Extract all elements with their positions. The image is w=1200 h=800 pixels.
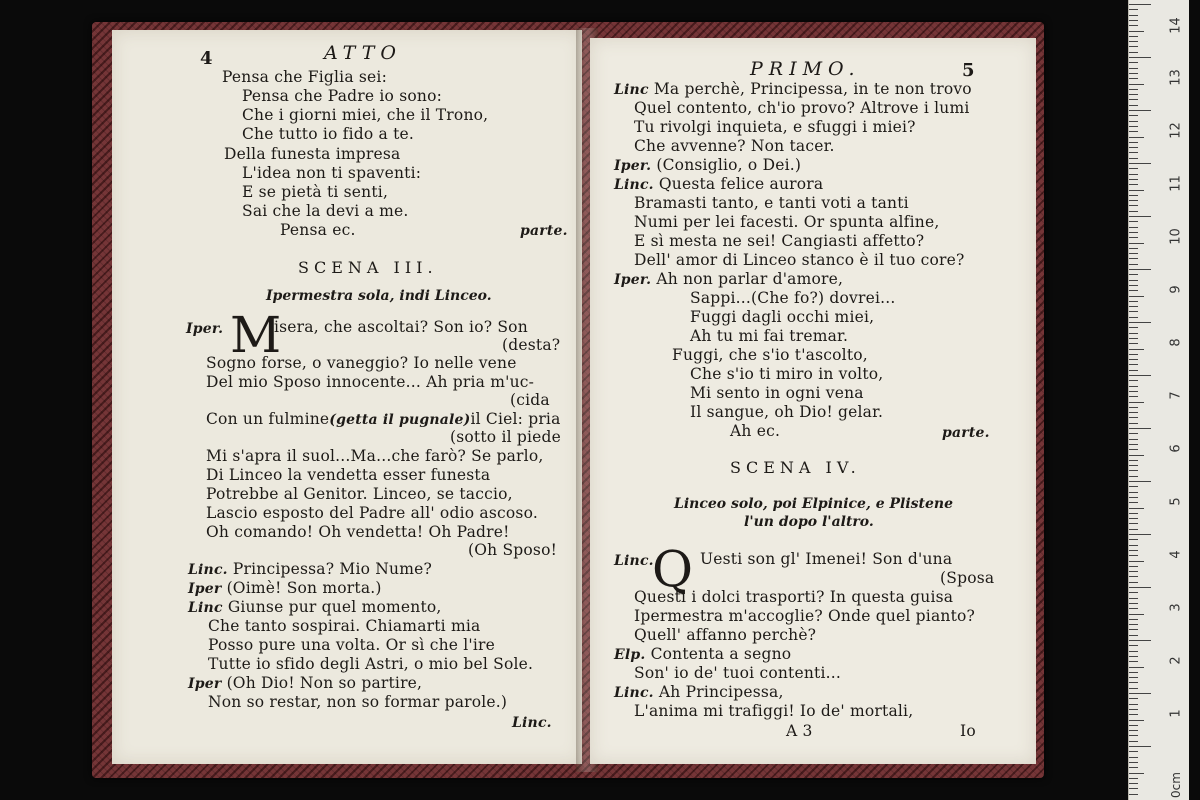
dialog-line: Tutte io sfido degli Astri, o mio bel Sole. (208, 655, 534, 673)
ruler-number: 12 (1168, 122, 1184, 139)
verse-line (206, 410, 561, 430)
ruler-tick (1129, 68, 1138, 69)
ruler-tick (1129, 656, 1138, 657)
dialog-line (614, 175, 823, 195)
ruler-tick (1129, 423, 1138, 424)
ruler-tick (1129, 539, 1138, 540)
ruler-tick (1129, 667, 1144, 668)
ruler-tick (1129, 508, 1144, 509)
ruler-tick (1129, 274, 1138, 275)
ruler-tick (1129, 174, 1138, 175)
ruler-number: 4 (1168, 550, 1184, 559)
ruler-tick (1129, 110, 1151, 111)
ruler-tick (1129, 460, 1138, 461)
dialog-line: Quel contento, ch'io provo? Altrove i lumi (634, 99, 970, 117)
speaker-label: Iper. (186, 321, 224, 337)
ruler-tick (1129, 571, 1138, 572)
ruler-tick (1129, 9, 1138, 10)
ruler-tick (1129, 619, 1138, 620)
ruler-tick (1129, 105, 1138, 106)
ruler-tick (1129, 205, 1138, 206)
speaker-label: Linc (614, 82, 649, 98)
ruler-tick (1129, 788, 1138, 789)
verse-line: E se pietà ti senti, (242, 183, 389, 201)
ruler-tick (1129, 651, 1138, 652)
verse-line: (cida (510, 391, 550, 409)
verse-fragment: Con un fulmine (206, 410, 330, 428)
ruler-tick (1129, 735, 1138, 736)
speaker-label: Iper (188, 676, 222, 692)
stage-direction-inline: (getta il pugnale) (329, 412, 471, 428)
ruler-tick (1129, 163, 1151, 164)
verse-line: Della funesta impresa (224, 145, 401, 163)
dialog-line: Bramasti tanto, e tanti voti a tanti (634, 194, 909, 212)
ruler-number: 5 (1168, 497, 1184, 506)
verse-line: (Sposa (940, 569, 995, 587)
ruler-tick (1129, 741, 1138, 742)
ruler-number: 11 (1168, 175, 1184, 192)
ruler-tick (1129, 20, 1138, 21)
ruler-tick (1129, 73, 1138, 74)
ruler-tick (1129, 709, 1138, 710)
ruler-tick (1129, 211, 1138, 212)
ruler-tick (1129, 534, 1151, 535)
ruler-tick (1129, 25, 1138, 26)
ruler-tick (1129, 486, 1138, 487)
ruler-tick (1129, 677, 1138, 678)
verse-line: (desta? (502, 336, 561, 354)
ruler-tick (1129, 778, 1138, 779)
ruler-tick (1129, 688, 1138, 689)
stage-direction: l'un dopo l'altro. (744, 514, 874, 530)
ruler-tick (1129, 370, 1138, 371)
ruler-tick (1129, 730, 1138, 731)
verse-line: Mi s'apra il suol...Ma...che farò? Se parlo, (206, 447, 544, 465)
speaker-label: Linc. (614, 177, 654, 193)
ruler-tick (1129, 349, 1144, 350)
ruler-tick (1129, 115, 1138, 116)
ruler-tick (1129, 46, 1138, 47)
ruler-tick (1129, 417, 1138, 418)
ruler-tick (1129, 227, 1138, 228)
ruler-tick (1129, 52, 1138, 53)
ruler-tick (1129, 232, 1138, 233)
ruler-tick (1129, 179, 1138, 180)
dialog-line (188, 560, 432, 580)
verse-line: Pensa che Padre io sono: (242, 87, 443, 105)
speaker-label: Linc. (188, 562, 228, 578)
dialog-line: Fuggi dagli occhi miei, (690, 308, 875, 326)
ruler-tick (1129, 608, 1138, 609)
ruler-tick (1129, 327, 1138, 328)
ruler-tick (1129, 359, 1138, 360)
ruler-tick (1129, 693, 1151, 694)
ruler-tick (1129, 455, 1144, 456)
ruler-tick (1129, 576, 1138, 577)
ruler-tick (1129, 566, 1138, 567)
verse-line: Questi i dolci trasporti? In questa guisa (634, 588, 954, 606)
dialog-line: L'anima mi trafiggi! Io de' mortali, (634, 702, 914, 720)
ruler-tick (1129, 290, 1138, 291)
ruler-tick (1129, 439, 1138, 440)
exit-direction: parte. (520, 223, 568, 239)
ruler-tick (1129, 158, 1138, 159)
ruler-tick (1129, 264, 1138, 265)
ruler-tick (1129, 322, 1151, 323)
ruler-tick (1129, 306, 1138, 307)
catchword: Io (960, 722, 976, 740)
ruler-number: 6 (1168, 444, 1184, 453)
ruler-tick (1129, 412, 1138, 413)
verse-line: Potrebbe al Genitor. Linceo, se taccio, (206, 485, 513, 503)
ruler-tick (1129, 333, 1138, 334)
verse-line: Oh comando! Oh vendetta! Oh Padre! (206, 523, 510, 541)
dialog-line: Ah ec. (730, 422, 781, 440)
ruler-tick (1129, 184, 1138, 185)
dialog-line: Tu rivolgi inquieta, e sfuggi i miei? (634, 118, 916, 136)
page-number: 4 (200, 48, 213, 69)
ruler-tick (1129, 587, 1151, 588)
verse-line: Che i giorni miei, che il Trono, (242, 106, 489, 124)
ruler-tick (1129, 661, 1138, 662)
ruler-tick (1129, 725, 1138, 726)
verse-line: Del mio Sposo innocente... Ah pria m'uc- (206, 373, 535, 391)
ruler-tick (1129, 492, 1138, 493)
ruler-tick (1129, 794, 1138, 795)
ruler-tick (1129, 529, 1138, 530)
ruler-tick (1129, 523, 1138, 524)
ruler-tick (1129, 762, 1138, 763)
ruler-tick (1129, 629, 1138, 630)
ruler-tick (1129, 682, 1138, 683)
ruler-tick (1129, 555, 1138, 556)
ruler-number: 2 (1168, 656, 1184, 665)
dialog-line: Dell' amor di Linceo stanco è il tuo core? (634, 251, 965, 269)
dialog-line: Ah tu mi fai tremar. (690, 327, 849, 345)
ruler-tick (1129, 243, 1144, 244)
ruler-tick (1129, 746, 1151, 747)
ruler-tick (1129, 253, 1138, 254)
ruler-tick (1129, 31, 1144, 32)
ruler-tick (1129, 121, 1138, 122)
ruler-tick (1129, 470, 1138, 471)
dialog-line (188, 674, 422, 694)
exit-direction: parte. (942, 425, 990, 441)
ruler-tick (1129, 396, 1138, 397)
dialog-line (614, 156, 801, 176)
catchword: Linc. (512, 715, 552, 731)
dialog-text: Principessa? Mio Nume? (232, 560, 433, 578)
ruler-tick (1129, 545, 1138, 546)
verse-line: L'idea non ti spaventi: (242, 164, 422, 182)
verse-line: (Oh Sposo! (468, 541, 558, 559)
speaker-label: Iper. (614, 272, 652, 288)
verse-line: Di Linceo la vendetta esser funesta (206, 466, 491, 484)
speaker-label: Linc. (614, 685, 654, 701)
ruler-tick (1129, 518, 1138, 519)
ruler-tick (1129, 751, 1138, 752)
dialog-line: Il sangue, oh Dio! gelar. (690, 403, 884, 421)
ruler-tick (1129, 465, 1138, 466)
dialog-line: Che avvenne? Non tacer. (634, 137, 835, 155)
ruler-tick (1129, 402, 1144, 403)
ruler-tick (1129, 216, 1151, 217)
ruler-tick (1129, 99, 1138, 100)
verse-fragment: il Ciel: pria (470, 410, 561, 428)
dialog-text: Giunse pur quel momento, (227, 598, 442, 616)
ruler-tick (1129, 237, 1138, 238)
dialog-line: Non so restar, non so formar parole.) (208, 693, 508, 711)
dialog-text: Contenta a segno (650, 645, 792, 663)
ruler-tick (1129, 444, 1138, 445)
drop-cap: M (230, 306, 282, 364)
dialog-text: (Oimè! Son morta.) (226, 579, 382, 597)
dialog-text: Ah non parlar d'amore, (656, 270, 844, 288)
signature-mark: A 3 (786, 722, 813, 740)
dialog-line: Sappi...(Che fo?) dovrei... (690, 289, 896, 307)
ruler-unit: 0cm (1168, 772, 1183, 798)
ruler-tick (1129, 317, 1138, 318)
ruler-tick (1129, 433, 1138, 434)
ruler-tick (1129, 301, 1138, 302)
ruler-tick (1129, 481, 1151, 482)
ruler-tick (1129, 640, 1151, 641)
ruler-tick (1129, 773, 1144, 774)
ruler-tick (1129, 190, 1144, 191)
speaker-label: Linc (188, 600, 223, 616)
dialog-line: Numi per lei facesti. Or spunta alfine, (634, 213, 940, 231)
ruler-tick (1129, 449, 1138, 450)
ruler-tick (1129, 645, 1138, 646)
ruler-tick (1129, 36, 1138, 37)
ruler-tick (1129, 704, 1138, 705)
ruler-tick (1129, 476, 1138, 477)
ruler-tick (1129, 195, 1138, 196)
dialog-text: (Oh Dio! Non so partire, (226, 674, 423, 692)
ruler-tick (1129, 94, 1138, 95)
ruler-number: 10 (1168, 228, 1184, 245)
speaker-label: Elp. (614, 647, 646, 663)
dialog-text: Questa felice aurora (658, 175, 824, 193)
ruler-tick (1129, 635, 1138, 636)
right-page (590, 38, 1036, 764)
ruler-tick (1129, 221, 1138, 222)
ruler-tick (1129, 624, 1138, 625)
verse-line: Che tutto io fido a te. (242, 125, 415, 143)
ruler-tick (1129, 428, 1151, 429)
ruler-tick (1129, 672, 1138, 673)
ruler-tick (1129, 89, 1138, 90)
ruler-number: 8 (1168, 338, 1184, 347)
ruler-number: 1 (1168, 709, 1184, 718)
ruler-tick (1129, 200, 1138, 201)
ruler-tick (1129, 57, 1151, 58)
ruler-number: 3 (1168, 603, 1184, 612)
ruler-tick (1129, 614, 1144, 615)
verse-line: Lascio esposto del Padre all' odio ascoso. (206, 504, 538, 522)
dialog-line: Fuggi, che s'io t'ascolto, (672, 346, 868, 364)
verse-line: Pensa ec. (280, 221, 356, 239)
page-number: 5 (962, 60, 975, 81)
ruler-tick (1129, 84, 1144, 85)
ruler-tick (1129, 142, 1138, 143)
ruler-tick (1129, 783, 1138, 784)
ruler-tick (1129, 62, 1138, 63)
left-page (112, 30, 582, 764)
verse-line: Ipermestra m'accoglie? Onde quel pianto? (634, 607, 976, 625)
ruler-tick (1129, 4, 1151, 5)
ruler-tick (1129, 598, 1138, 599)
ruler-tick (1129, 258, 1138, 259)
scene-title: SCENA IV. (730, 458, 861, 477)
ruler-tick (1129, 280, 1138, 281)
dialog-line (614, 270, 843, 290)
ruler-tick (1129, 603, 1138, 604)
ruler-tick (1129, 41, 1138, 42)
ruler-tick (1129, 296, 1144, 297)
ruler-tick (1129, 497, 1138, 498)
ruler-number: 9 (1168, 285, 1184, 294)
speaker-label: Linc. (614, 553, 654, 569)
ruler-tick (1129, 168, 1138, 169)
ruler-number: 13 (1168, 69, 1184, 86)
ruler-tick (1129, 147, 1138, 148)
ruler-tick (1129, 720, 1144, 721)
ruler-tick (1129, 582, 1138, 583)
ruler-tick (1129, 502, 1138, 503)
dialog-line: Mi sento in ogni vena (690, 384, 864, 402)
ruler-tick (1129, 137, 1144, 138)
dialog-line: Son' io de' tuoi contenti... (634, 664, 841, 682)
dialog-text: Ah Principessa, (658, 683, 784, 701)
dialog-line (188, 598, 442, 618)
ruler-tick (1129, 757, 1138, 758)
verse-line: Pensa che Figlia sei: (222, 68, 387, 86)
ruler-tick (1129, 714, 1138, 715)
verse-line: Sai che la devi a me. (242, 202, 409, 220)
ruler-tick (1129, 513, 1138, 514)
running-header: ATTO (324, 42, 402, 64)
running-header: PRIMO. (750, 58, 861, 80)
ruler-tick (1129, 15, 1138, 16)
dialog-line: E sì mesta ne sei! Cangiasti affetto? (634, 232, 925, 250)
ruler-tick (1129, 364, 1138, 365)
ruler-tick (1129, 550, 1138, 551)
ruler-tick (1129, 311, 1138, 312)
stage-direction: Linceo solo, poi Elpinice, e Plistene (674, 496, 953, 512)
ruler-tick (1129, 561, 1144, 562)
verse-line: (sotto il piede (450, 428, 562, 446)
verse-line: Quell' affanno perchè? (634, 626, 817, 644)
ruler-tick (1129, 343, 1138, 344)
scene-title: SCENA III. (298, 258, 438, 277)
speaker-label: Iper. (614, 158, 652, 174)
ruler-tick (1129, 131, 1138, 132)
ruler-tick (1129, 391, 1138, 392)
ruler-tick (1129, 698, 1138, 699)
ruler-tick (1129, 78, 1138, 79)
dialog-line (614, 80, 972, 100)
stage-direction: Ipermestra sola, indi Linceo. (266, 288, 492, 304)
dialog-text: (Consiglio, o Dei.) (656, 156, 802, 174)
ruler-tick (1129, 767, 1138, 768)
ruler-tick (1129, 269, 1151, 270)
dialog-text: Ma perchè, Principessa, in te non trovo (653, 80, 972, 98)
ruler-tick (1129, 354, 1138, 355)
verse-line: Uesti son gl' Imenei! Son d'una (700, 550, 953, 568)
verse-line: Sogno forse, o vaneggio? Io nelle vene (206, 354, 517, 372)
ruler-tick (1129, 126, 1138, 127)
ruler-tick (1129, 248, 1138, 249)
ruler-tick (1129, 380, 1138, 381)
ruler-tick (1129, 592, 1138, 593)
ruler-tick (1129, 375, 1151, 376)
dialog-line: Che tanto sospirai. Chiamarti mia (208, 617, 481, 635)
ruler-tick (1129, 152, 1138, 153)
ruler-tick (1129, 338, 1138, 339)
measurement-ruler (1128, 0, 1189, 800)
ruler-number: 14 (1168, 17, 1184, 34)
ruler-tick (1129, 386, 1138, 387)
verse-line: isera, che ascoltai? Son io? Son (274, 318, 528, 336)
ruler-number: 7 (1168, 391, 1184, 400)
ruler-tick (1129, 407, 1138, 408)
dialog-line (614, 645, 791, 665)
dialog-line: Che s'io ti miro in volto, (690, 365, 884, 383)
drop-cap: Q (652, 540, 693, 598)
speaker-label: Iper (188, 581, 222, 597)
dialog-line: Posso pure una volta. Or sì che l'ire (208, 636, 496, 654)
dialog-line (188, 579, 382, 599)
dialog-line (614, 683, 784, 703)
ruler-tick (1129, 285, 1138, 286)
